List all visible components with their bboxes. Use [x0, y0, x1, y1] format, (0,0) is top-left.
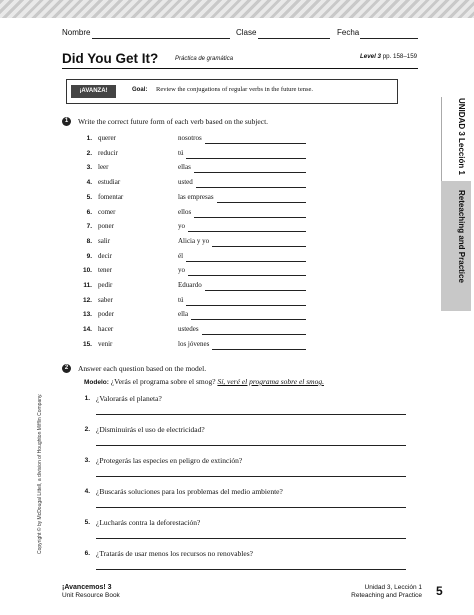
section-2-number: 2 — [62, 364, 71, 373]
question-text: ¿Disminuirás el uso de electricidad? — [96, 425, 205, 434]
footer-book-title: ¡Avancemos! 3 — [62, 584, 112, 591]
question-text: ¿Tratarás de usar menos los recursos no renovables? — [96, 549, 253, 558]
answer-line[interactable] — [96, 507, 406, 508]
verb-subject: los jóvenes — [178, 339, 210, 348]
answer-line[interactable] — [96, 414, 406, 415]
answer-line[interactable] — [188, 231, 306, 232]
verb-subject: ellas — [178, 163, 191, 172]
verb-row — [0, 178, 474, 190]
answer-line[interactable] — [96, 569, 406, 570]
answer-line[interactable] — [205, 143, 306, 144]
verb-row — [0, 193, 474, 205]
question-text: ¿Protegerás las especies en peligro de extinción? — [96, 456, 243, 465]
question-text: ¿Lucharás contra la deforestación? — [96, 518, 201, 527]
verb-subject: ella — [178, 310, 189, 319]
side-tab-unit-area — [441, 97, 471, 181]
question-number: 4. — [84, 488, 90, 495]
verb-infinitive: tener — [98, 266, 112, 275]
side-tab-unit: UNIDAD 3 Lección 1 — [457, 98, 466, 175]
verb-infinitive: decir — [98, 251, 112, 260]
goal-box — [66, 79, 398, 104]
verb-infinitive: saber — [98, 295, 113, 304]
verb-row — [0, 266, 474, 278]
question-item — [0, 425, 474, 455]
verb-subject: Eduardo — [178, 281, 202, 289]
answer-line[interactable] — [205, 290, 306, 291]
verb-row — [0, 281, 474, 293]
verb-subject: yo — [178, 266, 185, 275]
model-example — [84, 377, 324, 386]
verb-number: 12. — [82, 296, 92, 304]
answer-line[interactable] — [194, 217, 306, 218]
answer-line[interactable] — [194, 172, 306, 173]
verb-infinitive: pedir — [98, 281, 113, 289]
page-number: 5 — [436, 584, 443, 598]
question-number: 5. — [84, 519, 90, 526]
verb-number: 15. — [82, 340, 92, 348]
verb-subject: nosotros — [178, 134, 202, 142]
clase-label: Clase — [236, 28, 257, 37]
section-2-instruction: Answer each question based on the model. — [78, 364, 207, 373]
model-label: Modelo: — [84, 379, 109, 386]
verb-row — [0, 310, 474, 322]
question-item — [0, 394, 474, 424]
verb-row — [0, 149, 474, 161]
verb-subject: ellos — [178, 207, 192, 216]
verb-subject: tú — [178, 295, 184, 304]
verb-row — [0, 208, 474, 220]
fecha-field[interactable] — [360, 38, 418, 39]
copyright-notice: Copyright © by McDougal Littell, a division of Houghton Mifflin Company. — [37, 393, 43, 554]
answer-line[interactable] — [202, 334, 306, 335]
answer-line[interactable] — [96, 476, 406, 477]
verb-subject: usted — [178, 178, 193, 187]
footer-unit-lesson: Unidad 3, Lección 1 — [364, 584, 422, 591]
footer-section: Reteaching and Practice — [351, 592, 422, 599]
question-number: 3. — [84, 457, 90, 464]
verb-row — [0, 163, 474, 175]
side-tab-section: Reteaching and Practice — [457, 190, 466, 283]
verb-infinitive: fomentar — [98, 192, 124, 201]
verb-row — [0, 222, 474, 234]
goal-label: Goal: — [132, 87, 148, 93]
decorative-top-band — [0, 0, 474, 18]
footer-right — [340, 584, 422, 600]
verb-infinitive: venir — [98, 339, 113, 348]
verb-subject: yo — [178, 222, 185, 231]
verb-row — [0, 325, 474, 337]
page-title: Did You Get It? — [62, 51, 159, 66]
verb-infinitive: leer — [98, 163, 109, 172]
model-question: ¿Verás el programa sobre el smog? — [110, 377, 216, 386]
nombre-field[interactable] — [92, 38, 230, 39]
question-item — [0, 487, 474, 517]
fecha-label: Fecha — [337, 28, 360, 37]
answer-line[interactable] — [96, 538, 406, 539]
verb-infinitive: poner — [98, 222, 114, 231]
answer-line[interactable] — [217, 202, 306, 203]
goal-text: Review the conjugations of regular verbs in the future tense. — [156, 86, 314, 93]
verb-infinitive: querer — [98, 134, 116, 142]
verb-number: 14. — [82, 326, 92, 334]
answer-line[interactable] — [96, 445, 406, 446]
verb-subject: tú — [178, 148, 184, 157]
title-divider — [62, 68, 418, 69]
verb-row — [0, 296, 474, 308]
question-number: 6. — [84, 550, 90, 557]
verb-number: 5. — [86, 193, 92, 201]
footer-resource: Unit Resource Book — [62, 592, 120, 599]
verb-infinitive: estudiar — [98, 178, 121, 187]
verb-row — [0, 134, 474, 146]
verb-row — [0, 237, 474, 249]
clase-field[interactable] — [258, 38, 330, 39]
verb-number: 3. — [86, 164, 92, 172]
question-item — [0, 456, 474, 486]
verb-subject: ustedes — [178, 325, 199, 334]
verb-number: 13. — [82, 311, 92, 319]
answer-line[interactable] — [212, 349, 306, 350]
verb-infinitive: salir — [98, 236, 111, 245]
model-answer: Sí, veré el programa sobre el smog. — [217, 377, 324, 386]
answer-line[interactable] — [188, 275, 306, 276]
verb-number: 7. — [86, 223, 92, 231]
verb-subject: Alicia y yo — [178, 236, 210, 245]
verb-number: 1. — [86, 135, 92, 142]
verb-infinitive: hacer — [98, 325, 114, 334]
question-item — [0, 518, 474, 548]
verb-infinitive: comer — [98, 207, 116, 216]
answer-line[interactable] — [196, 187, 306, 188]
answer-line[interactable] — [212, 246, 306, 247]
question-number: 2. — [84, 426, 90, 433]
answer-line[interactable] — [191, 319, 306, 320]
verb-number: 10. — [82, 267, 92, 275]
verb-row — [0, 340, 474, 352]
nombre-label: Nombre — [62, 28, 91, 37]
verb-number: 2. — [86, 149, 92, 157]
verb-subject: él — [178, 251, 184, 260]
verb-subject: las empresas — [178, 192, 214, 201]
answer-line[interactable] — [186, 261, 306, 262]
question-item — [0, 549, 474, 579]
verb-row — [0, 252, 474, 264]
avanza-badge: ¡AVANZA! — [71, 85, 116, 98]
verb-number: 6. — [86, 208, 92, 216]
verb-infinitive: poder — [98, 310, 114, 319]
verb-number: 8. — [86, 237, 92, 245]
level-pages: pp. 158–159 — [380, 53, 418, 60]
verb-number: 11. — [83, 282, 92, 289]
section-1-instruction: Write the correct future form of each verb based on the subject. — [78, 117, 269, 126]
section-1-number: 1 — [62, 117, 71, 126]
footer-left — [62, 584, 120, 600]
level-reference — [360, 53, 417, 60]
answer-line[interactable] — [186, 158, 306, 159]
verb-infinitive: reducir — [98, 148, 118, 157]
question-text: ¿Valorarás el planeta? — [96, 394, 162, 403]
answer-line[interactable] — [186, 305, 306, 306]
verb-number: 4. — [86, 179, 92, 187]
question-text: ¿Buscarás soluciones para los problemas del medio ambiente? — [96, 487, 283, 496]
page-subtitle: Práctica de gramática — [175, 56, 234, 62]
verb-number: 9. — [86, 252, 92, 260]
question-number: 1. — [84, 395, 90, 402]
level-label: Level 3 — [360, 53, 381, 60]
name-class-date-row — [62, 28, 418, 42]
